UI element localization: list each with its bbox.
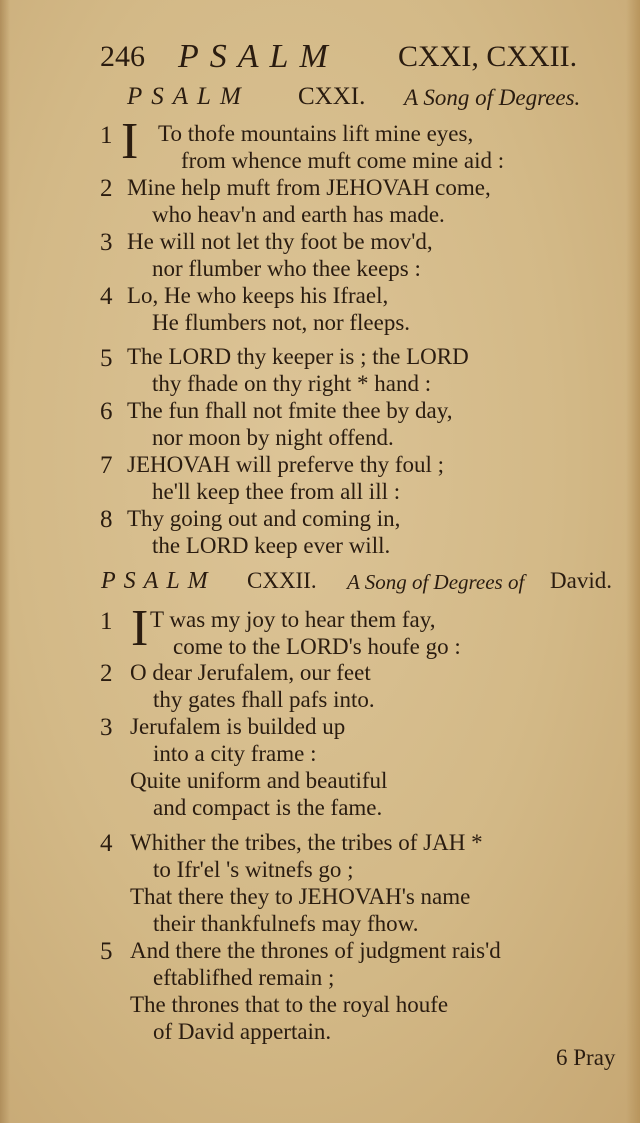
- verse-line: the LORD keep ever will.: [152, 533, 391, 558]
- verse-number: 3: [100, 714, 113, 741]
- verse-line: thy gates fhall pafs into.: [153, 687, 375, 712]
- verse-number: 2: [100, 175, 113, 202]
- verse-line: Mine help muft from JEHOVAH come,: [127, 175, 491, 200]
- verse-line: from whence muft come mine aid :: [181, 148, 505, 173]
- psalm-121-subtitle: A Song of Degrees.: [404, 85, 581, 110]
- verse-line: That there they to JEHOVAH's name: [130, 884, 471, 909]
- verse-number: 4: [100, 830, 113, 857]
- running-head-word: PSALM: [178, 38, 339, 75]
- psalm-122-subtitle: A Song of Degrees of: [347, 570, 525, 594]
- verse-line: He will not let thy foot be mov'd,: [127, 229, 433, 254]
- drop-cap: I: [131, 600, 149, 657]
- verse-line: Jerufalem is builded up: [130, 714, 346, 739]
- verse-line: To thofe mountains lift mine eyes,: [158, 121, 474, 146]
- verse-number: 8: [100, 506, 113, 533]
- page-edge-left: [0, 0, 10, 1123]
- verse-line: O dear Jerufalem, our feet: [130, 660, 371, 685]
- verse-line: The LORD thy keeper is ; the LORD: [127, 344, 469, 369]
- verse-line: Whither the tribes, the tribes of JAH *: [130, 830, 483, 855]
- verse-line: Thy going out and coming in,: [127, 506, 401, 531]
- verse-line: The fun fhall not fmite thee by day,: [127, 398, 453, 423]
- verse-line: their thankfulnefs may fhow.: [153, 911, 419, 936]
- verse-line: of David appertain.: [153, 1019, 332, 1044]
- psalm-122-numeral: CXXII.: [247, 568, 317, 593]
- page-edge-right: [626, 0, 640, 1123]
- verse-number: 1: [100, 122, 113, 149]
- psalm-122-subtitle-name: David.: [550, 568, 612, 593]
- running-head-numbers: CXXI, CXXII.: [398, 40, 578, 73]
- verse-line: thy fhade on thy right * hand :: [152, 371, 432, 396]
- verse-number: 5: [100, 345, 113, 372]
- verse-line: eftablifhed remain ;: [153, 965, 335, 990]
- verse-line: come to the LORD's houfe go :: [173, 634, 461, 659]
- psalm-121-numeral: CXXI.: [298, 83, 366, 110]
- verse-number: 6: [100, 398, 113, 425]
- verse-number: 2: [100, 660, 113, 687]
- verse-number: 7: [100, 452, 113, 479]
- verse-number: 1: [100, 608, 113, 635]
- verse-line: to Ifr'el 's witnefs go ;: [153, 857, 354, 882]
- verse-number: 5: [100, 938, 113, 965]
- verse-line: he'll keep thee from all ill :: [152, 479, 401, 504]
- psalm-121-heading-word: PSALM: [127, 83, 250, 110]
- verse-number: 3: [100, 229, 113, 256]
- verse-line: JEHOVAH will preferve thy foul ;: [127, 452, 445, 477]
- verse-line: who heav'n and earth has made.: [152, 202, 445, 227]
- psalm-122-heading-word: PSALM: [101, 568, 216, 594]
- verse-line: And there the thrones of judgment rais'd: [130, 938, 501, 963]
- verse-line: and compact is the fame.: [153, 795, 383, 820]
- drop-cap: I: [121, 113, 139, 170]
- verse-line: He flumbers not, nor fleeps.: [152, 310, 411, 335]
- verse-line: Quite uniform and beautiful: [130, 768, 388, 793]
- verse-line: nor moon by night offend.: [152, 425, 394, 450]
- page-number: 246: [100, 40, 145, 73]
- verse-line: into a city frame :: [153, 741, 317, 766]
- verse-line: nor flumber who thee keeps :: [152, 256, 421, 281]
- verse-line: The thrones that to the royal houfe: [130, 992, 449, 1017]
- verse-line: T was my joy to hear them fay,: [150, 607, 436, 632]
- verse-line: Lo, He who keeps his Ifrael,: [127, 283, 389, 308]
- catchword: 6 Pray: [556, 1045, 616, 1070]
- verse-number: 4: [100, 283, 113, 310]
